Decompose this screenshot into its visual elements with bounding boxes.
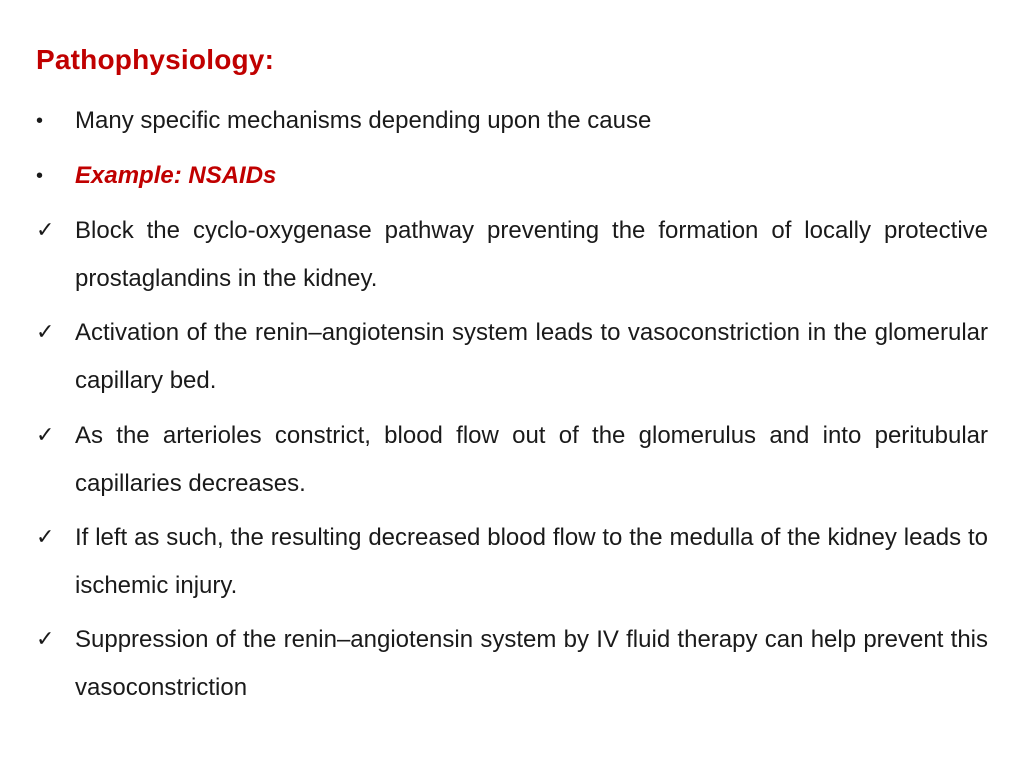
check-text: Suppression of the renin–angiotensin system by IV fluid therapy can help prevent this vasoconstriction [75, 626, 988, 701]
bullet-item [36, 152, 988, 200]
check-text: As the arterioles constrict, blood flow out of the glomerulus and into peritubular capillaries decreases. [75, 422, 988, 497]
check-item [36, 616, 988, 712]
checkmark-icon: ✓ [36, 626, 55, 651]
check-text: Block the cyclo-oxygenase pathway preventing the formation of locally protective prostaglandins in the kidney. [75, 217, 988, 292]
bullet-item [36, 97, 988, 145]
check-item [36, 309, 988, 405]
check-text: Activation of the renin–angiotensin system leads to vasoconstriction in the glomerular capillary bed. [75, 319, 988, 394]
check-text: If left as such, the resulting decreased blood flow to the medulla of the kidney leads to ischemic injury. [75, 524, 988, 599]
slide-title: Pathophysiology: [36, 44, 275, 75]
checkmark-icon: ✓ [36, 319, 55, 344]
checkmark-icon: ✓ [36, 524, 55, 549]
bullet-text: Many specific mechanisms depending upon the cause [75, 107, 652, 134]
bullet-icon: • [36, 165, 44, 187]
example-text: Example: NSAIDs [75, 162, 277, 189]
checkmark-icon: ✓ [36, 217, 55, 242]
check-item [36, 514, 988, 610]
check-item [36, 412, 988, 508]
bullet-icon: • [36, 110, 44, 132]
check-item [36, 207, 988, 303]
checkmark-icon: ✓ [36, 422, 55, 447]
